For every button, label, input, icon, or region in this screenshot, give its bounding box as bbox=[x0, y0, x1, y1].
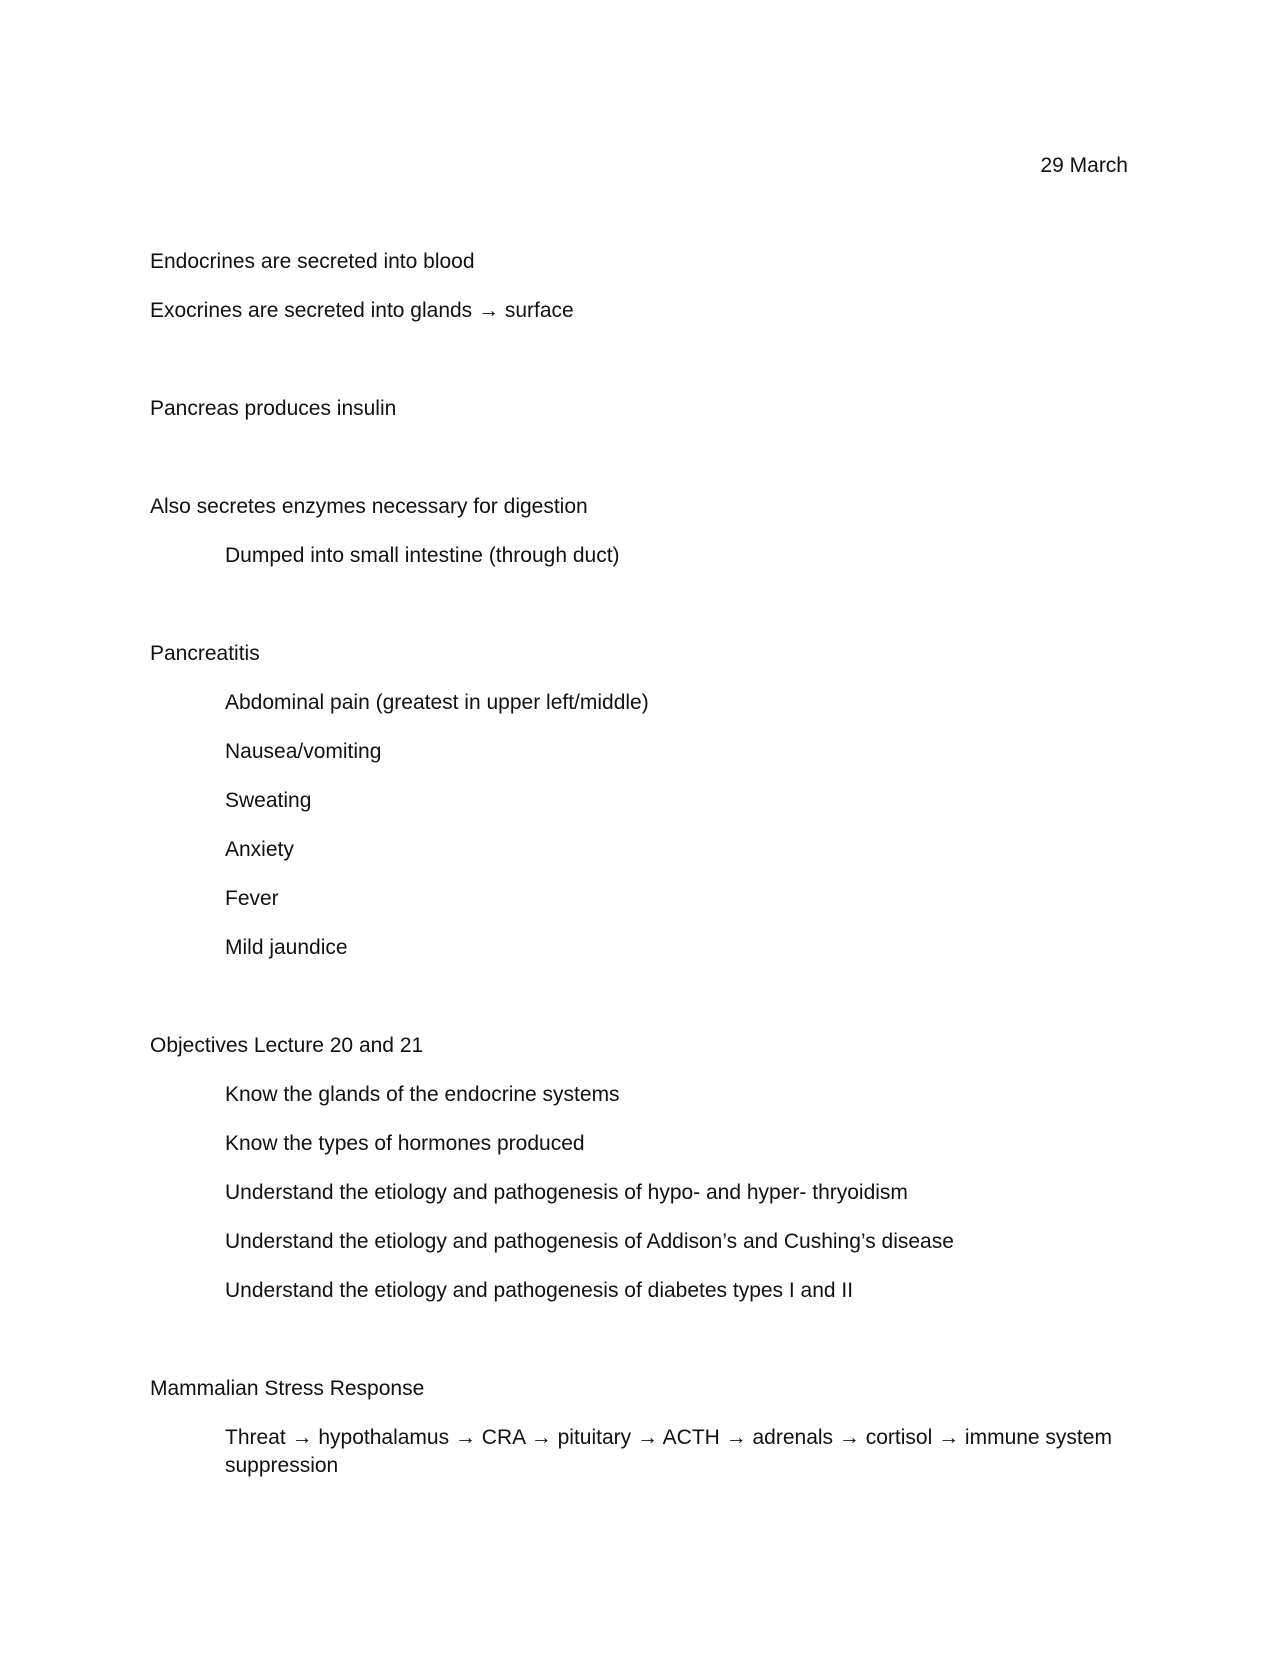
paragraph: Also secretes enzymes necessary for digestion bbox=[150, 495, 588, 518]
date-heading: 29 March bbox=[1040, 154, 1128, 177]
blank-line bbox=[150, 983, 1130, 1011]
objective-item: Know the types of hormones produced bbox=[225, 1132, 585, 1155]
stress-pathway-item: Threat → hypothalamus → CRA → pituitary → ACTH → adrenals → cortisol → immune system suppression bbox=[225, 1426, 1112, 1477]
symptom-item: Anxiety bbox=[225, 838, 294, 861]
section-heading-stress-response: Mammalian Stress Response bbox=[150, 1377, 425, 1400]
blank-line bbox=[150, 1326, 1130, 1354]
paragraph: Exocrines are secreted into glands → surface bbox=[150, 299, 574, 322]
blank-line bbox=[150, 591, 1130, 619]
symptom-item: Nausea/vomiting bbox=[225, 740, 382, 763]
blank-line bbox=[150, 346, 1130, 374]
objective-item: Understand the etiology and pathogenesis of hypo- and hyper- thryoidism bbox=[225, 1181, 908, 1204]
symptom-item: Sweating bbox=[225, 789, 312, 812]
objective-item: Know the glands of the endocrine systems bbox=[225, 1083, 620, 1106]
indented-item: Dumped into small intestine (through duct) bbox=[225, 544, 620, 567]
symptom-item: Abdominal pain (greatest in upper left/middle) bbox=[225, 691, 649, 714]
blank-line bbox=[150, 444, 1130, 472]
objective-item: Understand the etiology and pathogenesis of Addison’s and Cushing’s disease bbox=[225, 1230, 954, 1253]
section-heading-pancreatitis: Pancreatitis bbox=[150, 642, 260, 665]
symptom-item: Mild jaundice bbox=[225, 936, 348, 959]
section-heading-objectives: Objectives Lecture 20 and 21 bbox=[150, 1034, 424, 1057]
document-body bbox=[150, 248, 1130, 1501]
objective-item: Understand the etiology and pathogenesis of diabetes types I and II bbox=[225, 1279, 854, 1302]
paragraph: Pancreas produces insulin bbox=[150, 397, 397, 420]
paragraph: Endocrines are secreted into blood bbox=[150, 250, 475, 273]
symptom-item: Fever bbox=[225, 887, 279, 910]
